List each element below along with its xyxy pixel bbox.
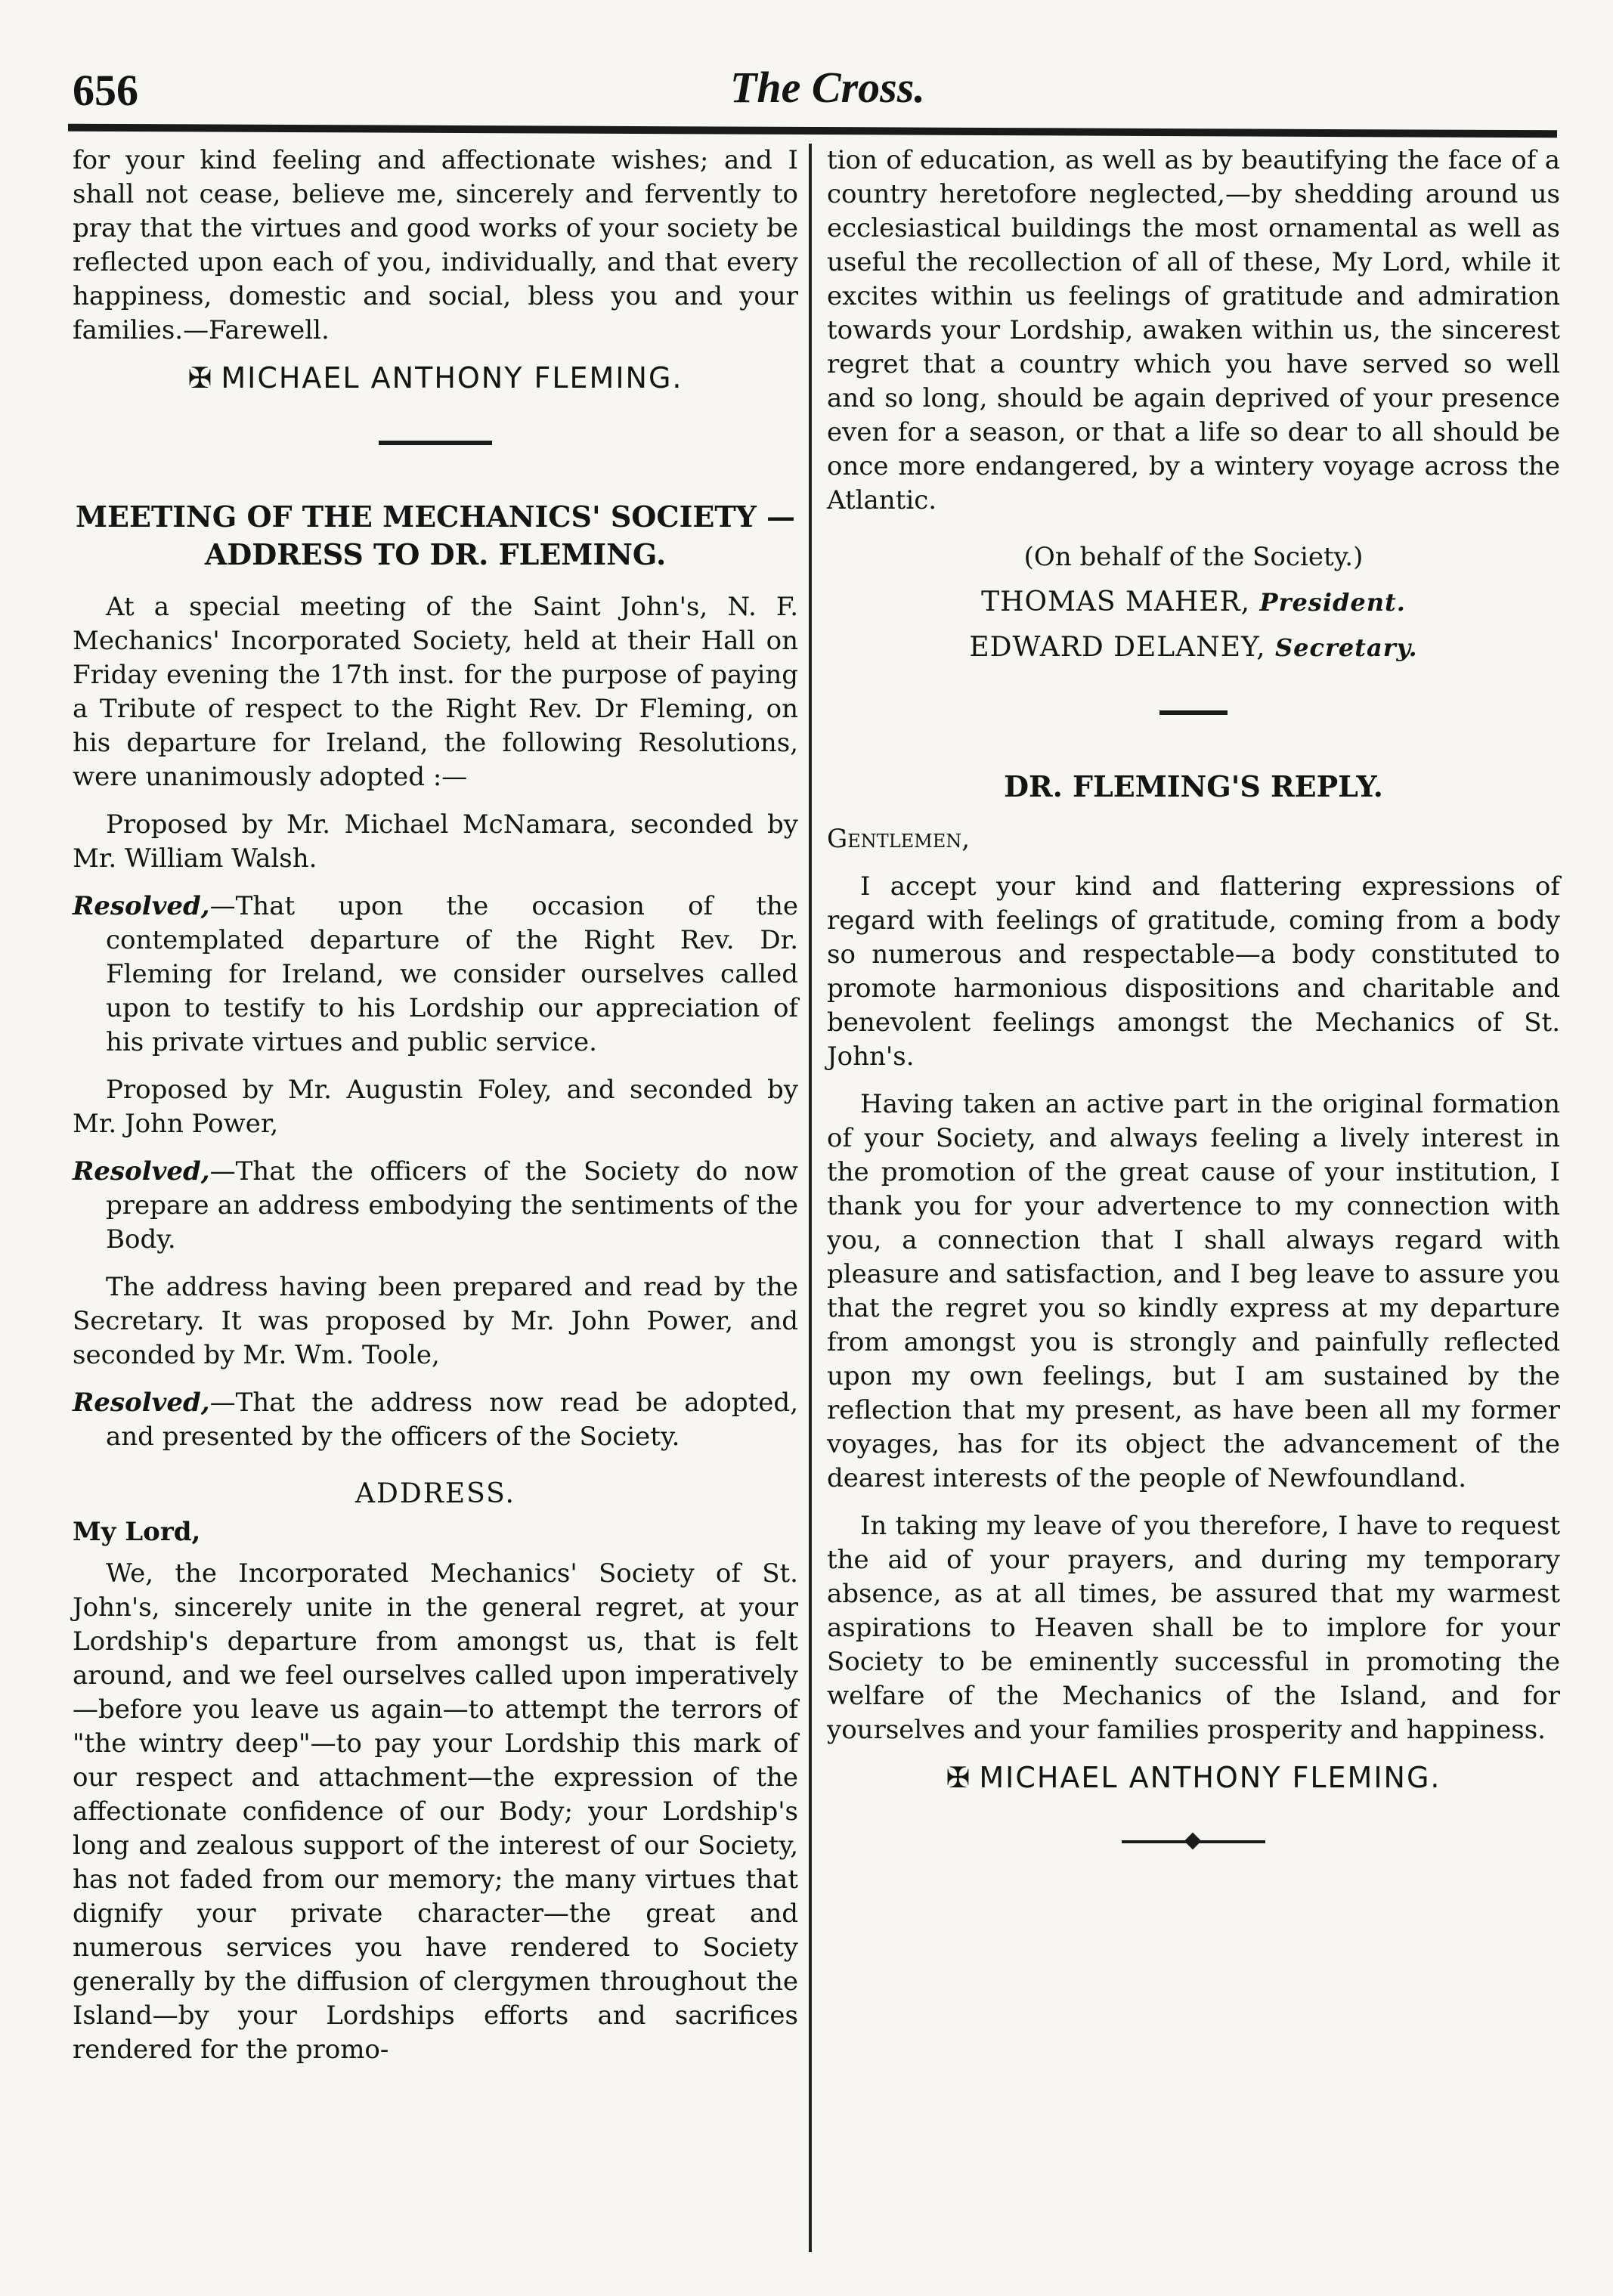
- masthead-title: The Cross.: [730, 63, 925, 112]
- meeting-intro: At a special meeting of the Saint John's, N. F. Mechanics' Incorporated Society, held at their Hall on Friday evening the 17th inst. for the purpose of paying a Tribute of respect to the Right Rev. Dr Fleming, on his departure for Ireland, the following Resolutions, were unanimously adopted :—: [73, 592, 798, 792]
- resolved-label: Resolved,: [73, 891, 210, 921]
- signature-right: [827, 1761, 1560, 1795]
- farewell-text: for your kind feeling and affectionate wishes; and I shall not cease, believe me, sincerely and fervently to pray that the virtues and good works of your society be reflected upon each of you, individually, and that every happiness, domestic and social, bless you and your families.—Farewell.: [73, 145, 798, 345]
- president-role: President.: [1259, 588, 1406, 617]
- reply-paragraph-1: I accept your kind and flattering expressions of regard with feelings of gratitude, coming from a body so numerous and respectable—a body constituted to promote harmonious dispositions and charitable and benevolent feelings amongst the Mechanics of St. John's.: [827, 871, 1560, 1072]
- president-name: THOMAS MAHER,: [981, 586, 1251, 617]
- secretary-line: [827, 630, 1560, 665]
- reply-salutation: Gentlemen,: [827, 824, 971, 854]
- page-header: [73, 59, 1554, 127]
- right-column: [827, 144, 1560, 1843]
- proposed-2: Proposed by Mr. Augustin Foley, and seconded by Mr. John Power,: [73, 1075, 798, 1139]
- signature-name: MICHAEL ANTHONY FLEMING.: [979, 1761, 1441, 1794]
- section-divider: [1159, 710, 1228, 715]
- signature-name: MICHAEL ANTHONY FLEMING.: [221, 361, 683, 395]
- resolved-label: Resolved,: [73, 1388, 210, 1418]
- resolution-2: Resolved,—That the officers of the Society do now prepare an address embodying the sentiments of the Body.: [73, 1156, 798, 1255]
- resolution-1: Resolved,—That upon the occasion of the contemplated departure of the Right Rev. Dr. Fleming for Ireland, we consider ourselves called upon to testify to his Lordship our appreciation of his private virtues and public service.: [73, 891, 798, 1057]
- address-body: We, the Incorporated Mechanics' Society of St. John's, sincerely unite in the general regret, at your Lordship's departure from amongst us, that is felt around, and we feel ourselves called upon imperatively—before you leave us again—to attempt the terrors of "the wintry deep"—to pay your Lordship this mark of our respect and attachment—the expression of the affectionate confidence of our Body; your Lordship's long and zealous support of the interest of our Society, has not faded from our memory; the many virtues that dignify your private character—the great and numerous services you have rendered to Society generally by the diffusion of clergymen throughout the Island—by your Lordships efforts and sacrifices rendered for the promo-: [73, 1558, 798, 2065]
- resolution-3: Resolved,—That the address now read be adopted, and presented by the officers of the Society.: [73, 1388, 798, 1452]
- cross-icon: ✠: [187, 361, 214, 395]
- address-salutation: My Lord,: [73, 1517, 201, 1547]
- reply-paragraph-2: Having taken an active part in the original formation of your Society, and always feeling a lively interest in the promotion of the great cause of your institution, I thank you for your advertence to my connection with you, a connection that I shall always regard with pleasure and satisfaction, and I beg leave to assure you that the regret you so kindly express at my departure from amongst you is strongly and painfully reflected upon my own feelings, but I am sustained by the reflection that my present, as have been all my former voyages, has for its object the advancement of the dearest interests of the people of Newfoundland.: [827, 1089, 1560, 1493]
- president-line: [827, 585, 1560, 620]
- address-continued: tion of education, as well as by beautifying the face of a country heretofore neglected,—by shedding around us ecclesiastical buildings the most ornamental as well as useful the recollection of all of these, My Lord, while it excites within us feelings of gratitude and admiration towards your Lordship, awaken within us, the sincerest regret that a country which you have served so well and so long, should be again deprived of your presence even for a season, or that a life so dear to all should be once more endangered, by a wintery voyage across the Atlantic.: [827, 145, 1560, 515]
- diamond-ornament-icon: [1184, 1833, 1202, 1850]
- column-divider: [809, 144, 812, 2252]
- secretary-name: EDWARD DELANEY,: [969, 632, 1266, 663]
- reply-paragraph-3: In taking my leave of you therefore, I have to request the aid of your prayers, and during my temporary absence, as at all times, be assured that my warmest aspirations to Heaven shall be to implore for your Society to be eminently successful in promoting the welfare of the Mechanics of the Island, and for yourselves and your families prosperity and happiness.: [827, 1511, 1560, 1745]
- secretary-role: Secretary.: [1275, 633, 1418, 662]
- resolved-label: Resolved,: [73, 1156, 210, 1187]
- reply-heading: DR. FLEMING'S REPLY.: [1004, 769, 1383, 803]
- section-divider: [379, 441, 492, 445]
- signature-left: [73, 361, 798, 395]
- address-prepared: The address having been prepared and read by the Secretary. It was proposed by Mr. John Power, and seconded by Mr. Wm. Toole,: [73, 1272, 798, 1370]
- ornament-divider: [1122, 1840, 1265, 1843]
- cross-icon: ✠: [946, 1761, 972, 1794]
- proposed-1: Proposed by Mr. Michael McNamara, seconded by Mr. William Walsh.: [73, 809, 798, 874]
- meeting-heading: MEETING OF THE MECHANICS' SOCIETY —ADDRESS TO DR. FLEMING.: [75, 500, 796, 571]
- page-number: 656: [73, 66, 138, 115]
- address-title: ADDRESS.: [355, 1478, 515, 1509]
- on-behalf-line: (On behalf of the Society.): [1023, 542, 1364, 572]
- left-column: [73, 144, 798, 2081]
